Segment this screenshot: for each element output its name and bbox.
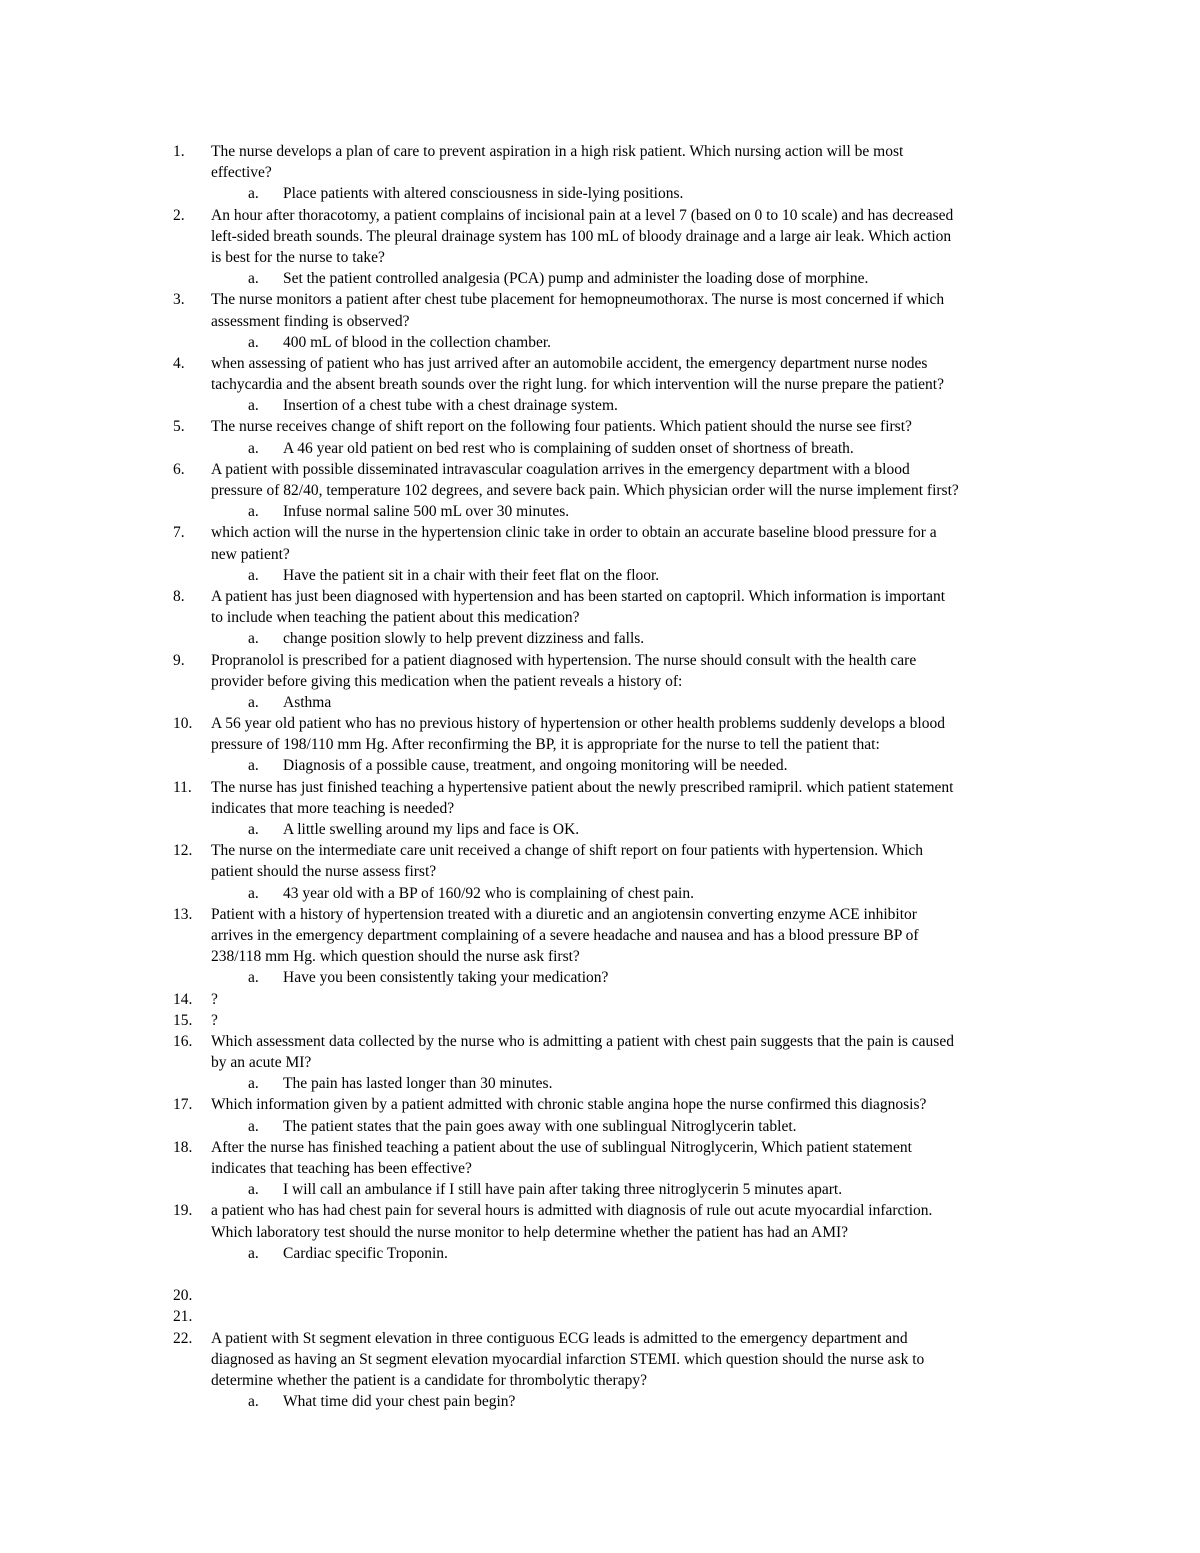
answer-letter: a.: [248, 333, 259, 351]
question-number: 1.: [173, 143, 185, 160]
answer-letter: a.: [248, 1244, 259, 1262]
question-first-line: [0, 205, 1200, 226]
answer-line: [0, 967, 1200, 988]
question-item: [0, 1306, 1200, 1327]
answer-line: [0, 1073, 1200, 1094]
question-item: [0, 904, 1200, 989]
question-text: ?: [211, 1011, 218, 1029]
question-first-line: [0, 1200, 1200, 1221]
blank-line: [0, 1264, 1200, 1285]
question-first-line: [0, 416, 1200, 437]
answer-line: [0, 692, 1200, 713]
question-first-line: [0, 522, 1200, 543]
question-continuation-line: [0, 311, 1200, 332]
answer-text: Set the patient controlled analgesia (PCA) pump and administer the loading dose of morphine.: [283, 270, 869, 288]
question-first-line: [0, 1031, 1200, 1052]
answer-text: Infuse normal saline 500 mL over 30 minutes.: [283, 503, 570, 521]
question-item: [0, 416, 1200, 458]
answer-letter: a.: [248, 503, 259, 521]
question-text: The nurse on the intermediate care unit received a change of shift report on four patients with hypertension. Which: [211, 842, 924, 860]
answer-letter: a.: [248, 1393, 259, 1411]
question-first-line: [0, 1010, 1200, 1031]
question-number: 12.: [173, 842, 193, 860]
question-first-line: [0, 353, 1200, 374]
question-continuation-line: [0, 1158, 1200, 1179]
answer-line: [0, 332, 1200, 353]
question-first-line: [0, 1328, 1200, 1349]
question-continuation-line: [0, 1370, 1200, 1391]
question-text: Which laboratory test should the nurse monitor to help determine whether the patient has had an AMI?: [211, 1223, 849, 1241]
answer-line: [0, 183, 1200, 204]
question-number: 4.: [173, 354, 185, 372]
answer-text: What time did your chest pain begin?: [283, 1393, 516, 1411]
question-number: 2.: [173, 206, 185, 224]
answer-text: Diagnosis of a possible cause, treatment, and ongoing monitoring will be needed.: [283, 757, 788, 775]
question-text: Propranolol is prescribed for a patient diagnosed with hypertension. The nurse should consult with the health care: [211, 651, 917, 669]
answer-text: Place patients with altered consciousness in side-lying positions.: [283, 185, 684, 203]
question-continuation-line: [0, 1349, 1200, 1370]
answer-text: Have the patient sit in a chair with their feet flat on the floor.: [283, 566, 660, 584]
question-text: A patient with possible disseminated intravascular coagulation arrives in the emergency department with a blood: [211, 460, 910, 478]
question-continuation-line: [0, 946, 1200, 967]
question-text: assessment finding is observed?: [211, 312, 410, 330]
answer-letter: a.: [248, 884, 259, 902]
question-item: [0, 353, 1200, 417]
question-first-line: [0, 713, 1200, 734]
question-text: A patient with St segment elevation in three contiguous ECG leads is admitted to the emergency department and: [211, 1329, 908, 1347]
question-number: 17.: [173, 1096, 193, 1114]
question-number: 5.: [173, 418, 185, 436]
question-item: [0, 586, 1200, 650]
question-text: to include when teaching the patient about this medication?: [211, 609, 580, 627]
question-text: The nurse receives change of shift report on the following four patients. Which patient should the nurse see first?: [211, 418, 912, 436]
answer-text: change position slowly to help prevent dizziness and falls.: [283, 630, 645, 648]
question-item: [0, 713, 1200, 777]
question-continuation-line: [0, 226, 1200, 247]
question-item: [0, 989, 1200, 1010]
question-text: Which information given by a patient admitted with chronic stable angina hope the nurse confirmed this diagnosis?: [211, 1096, 927, 1114]
question-text: The nurse has just finished teaching a hypertensive patient about the newly prescribed ramipril. which patient statement: [211, 778, 954, 796]
answer-line: [0, 755, 1200, 776]
answer-line: [0, 1243, 1200, 1264]
question-text: After the nurse has finished teaching a patient about the use of sublingual Nitroglycerin, Which patient statement: [211, 1138, 912, 1156]
question-text: indicates that more teaching is needed?: [211, 799, 455, 817]
question-item: [0, 1094, 1200, 1136]
question-first-line: [0, 289, 1200, 310]
question-item: [0, 1328, 1200, 1413]
answer-text: A little swelling around my lips and face is OK.: [283, 821, 580, 838]
answer-text: Have you been consistently taking your medication?: [283, 969, 609, 987]
question-text: arrives in the emergency department complaining of a severe headache and nausea and has a blood pressure BP of: [211, 926, 919, 944]
question-text: when assessing of patient who has just arrived after an automobile accident, the emergency department nurse nodes: [211, 354, 928, 372]
question-text: The nurse develops a plan of care to prevent aspiration in a high risk patient. Which nursing action will be most: [211, 143, 904, 160]
answer-letter: a.: [248, 630, 259, 648]
answer-line: [0, 268, 1200, 289]
question-text: pressure of 82/40, temperature 102 degrees, and severe back pain. Which physician order will the nurse implement first?: [211, 482, 959, 499]
question-first-line: [0, 459, 1200, 480]
question-continuation-line: [0, 374, 1200, 395]
question-continuation-line: [0, 480, 1200, 501]
question-text: a patient who has had chest pain for several hours is admitted with diagnosis of rule out acute myocardial infarction.: [211, 1202, 933, 1220]
question-first-line: [0, 1306, 1200, 1327]
question-number: 21.: [173, 1308, 193, 1326]
question-number: 18.: [173, 1138, 193, 1156]
question-text: is best for the nurse to take?: [211, 248, 385, 266]
question-text: provider before giving this medication when the patient reveals a history of:: [211, 672, 683, 690]
question-text: An hour after thoracotomy, a patient complains of incisional pain at a level 7 (based on 0 to 10 scale) and has decreased: [211, 206, 954, 224]
answer-letter: a.: [248, 693, 259, 711]
question-text: patient should the nurse assess first?: [211, 863, 437, 881]
question-item: [0, 777, 1200, 841]
question-continuation-line: [0, 798, 1200, 819]
question-number: 16.: [173, 1032, 193, 1050]
answer-text: Asthma: [283, 693, 332, 711]
answer-line: [0, 1391, 1200, 1412]
question-text: determine whether the patient is a candidate for thrombolytic therapy?: [211, 1371, 647, 1389]
answer-line: [0, 1116, 1200, 1137]
question-text: Patient with a history of hypertension treated with a diuretic and an angiotensin converting enzyme ACE inhibitor: [211, 905, 917, 923]
answer-line: [0, 395, 1200, 416]
answer-letter: a.: [248, 821, 259, 838]
question-item: [0, 1200, 1200, 1285]
answer-line: [0, 438, 1200, 459]
question-continuation-line: [0, 544, 1200, 565]
question-first-line: [0, 989, 1200, 1010]
question-text: 238/118 mm Hg. which question should the nurse ask first?: [211, 948, 580, 966]
question-number: 9.: [173, 651, 185, 669]
question-item: [0, 289, 1200, 353]
answer-letter: a.: [248, 757, 259, 775]
answer-line: [0, 1179, 1200, 1200]
answer-text: 400 mL of blood in the collection chamber.: [283, 333, 552, 351]
question-number: 3.: [173, 291, 185, 309]
question-first-line: [0, 141, 1200, 162]
question-text: diagnosed as having an St segment elevation myocardial infarction STEMI. which question should the nurse ask to: [211, 1350, 925, 1368]
question-continuation-line: [0, 671, 1200, 692]
answer-line: [0, 628, 1200, 649]
answer-text: A 46 year old patient on bed rest who is complaining of sudden onset of shortness of breath.: [283, 439, 854, 457]
question-number: 20.: [173, 1287, 193, 1305]
question-item: [0, 141, 1200, 205]
answer-letter: a.: [248, 185, 259, 203]
question-text: effective?: [211, 164, 272, 182]
answer-line: [0, 501, 1200, 522]
question-text: A patient has just been diagnosed with hypertension and has been started on captopril. Which information is important: [211, 587, 946, 605]
answer-text: Cardiac specific Troponin.: [283, 1244, 448, 1262]
question-continuation-line: [0, 607, 1200, 628]
question-first-line: [0, 650, 1200, 671]
answer-letter: a.: [248, 1181, 259, 1199]
question-item: [0, 522, 1200, 586]
question-number: 6.: [173, 460, 185, 478]
answer-letter: a.: [248, 270, 259, 288]
question-text: Which assessment data collected by the nurse who is admitting a patient with chest pain suggests that the pain is caused: [211, 1032, 954, 1050]
question-item: [0, 840, 1200, 904]
answer-text: The patient states that the pain goes away with one sublingual Nitroglycerin tablet.: [283, 1117, 797, 1135]
question-item: [0, 205, 1200, 290]
question-text: tachycardia and the absent breath sounds over the right lung. for which intervention will the nurse prepare the patient?: [211, 376, 944, 394]
question-continuation-line: [0, 734, 1200, 755]
question-text: by an acute MI?: [211, 1054, 312, 1072]
question-first-line: [0, 1094, 1200, 1115]
answer-letter: a.: [248, 566, 259, 584]
question-first-line: [0, 904, 1200, 925]
question-item: [0, 1031, 1200, 1095]
question-continuation-line: [0, 1052, 1200, 1073]
answer-letter: a.: [248, 397, 259, 415]
question-text: which action will the nurse in the hypertension clinic take in order to obtain an accurate baseline blood pressure for a: [211, 524, 937, 542]
question-first-line: [0, 1137, 1200, 1158]
answer-letter: a.: [248, 1075, 259, 1093]
question-item: [0, 1285, 1200, 1306]
question-first-line: [0, 586, 1200, 607]
answer-line: [0, 883, 1200, 904]
question-continuation-line: [0, 925, 1200, 946]
question-item: [0, 459, 1200, 523]
answer-line: [0, 565, 1200, 586]
question-number: 10.: [173, 715, 193, 733]
answer-text: 43 year old with a BP of 160/92 who is complaining of chest pain.: [283, 884, 694, 902]
answer-letter: a.: [248, 969, 259, 987]
question-continuation-line: [0, 1222, 1200, 1243]
question-continuation-line: [0, 247, 1200, 268]
question-number: 22.: [173, 1329, 193, 1347]
question-item: [0, 1137, 1200, 1201]
question-item: [0, 1010, 1200, 1031]
answer-line: [0, 819, 1200, 840]
question-text: new patient?: [211, 545, 290, 563]
answer-text: I will call an ambulance if I still have pain after taking three nitroglycerin 5 minutes apart.: [283, 1181, 843, 1199]
question-continuation-line: [0, 162, 1200, 183]
question-first-line: [0, 1285, 1200, 1306]
question-number: 14.: [173, 990, 193, 1008]
question-item: [0, 650, 1200, 714]
question-number: 8.: [173, 587, 185, 605]
question-text: ?: [211, 990, 218, 1008]
question-continuation-line: [0, 861, 1200, 882]
answer-text: Insertion of a chest tube with a chest drainage system.: [283, 397, 618, 415]
question-number: 11.: [173, 778, 192, 796]
question-number: 19.: [173, 1202, 193, 1220]
question-number: 7.: [173, 524, 185, 542]
question-first-line: [0, 777, 1200, 798]
question-text: The nurse monitors a patient after chest tube placement for hemopneumothorax. The nurse is most concerned if which: [211, 291, 945, 309]
question-text: A 56 year old patient who has no previous history of hypertension or other health problems suddenly develops a blood: [211, 715, 945, 733]
question-list: [0, 141, 1200, 1412]
answer-letter: a.: [248, 439, 259, 457]
question-number: 15.: [173, 1011, 193, 1029]
question-text: pressure of 198/110 mm Hg. After reconfirming the BP, it is appropriate for the nurse to tell the patient that:: [211, 736, 880, 754]
question-text: indicates that teaching has been effective?: [211, 1160, 472, 1177]
answer-letter: a.: [248, 1117, 259, 1135]
answer-text: The pain has lasted longer than 30 minutes.: [283, 1075, 553, 1093]
question-number: 13.: [173, 905, 193, 923]
question-first-line: [0, 840, 1200, 861]
question-text: left-sided breath sounds. The pleural drainage system has 100 mL of bloody drainage and a large air leak. Which action: [211, 227, 952, 245]
